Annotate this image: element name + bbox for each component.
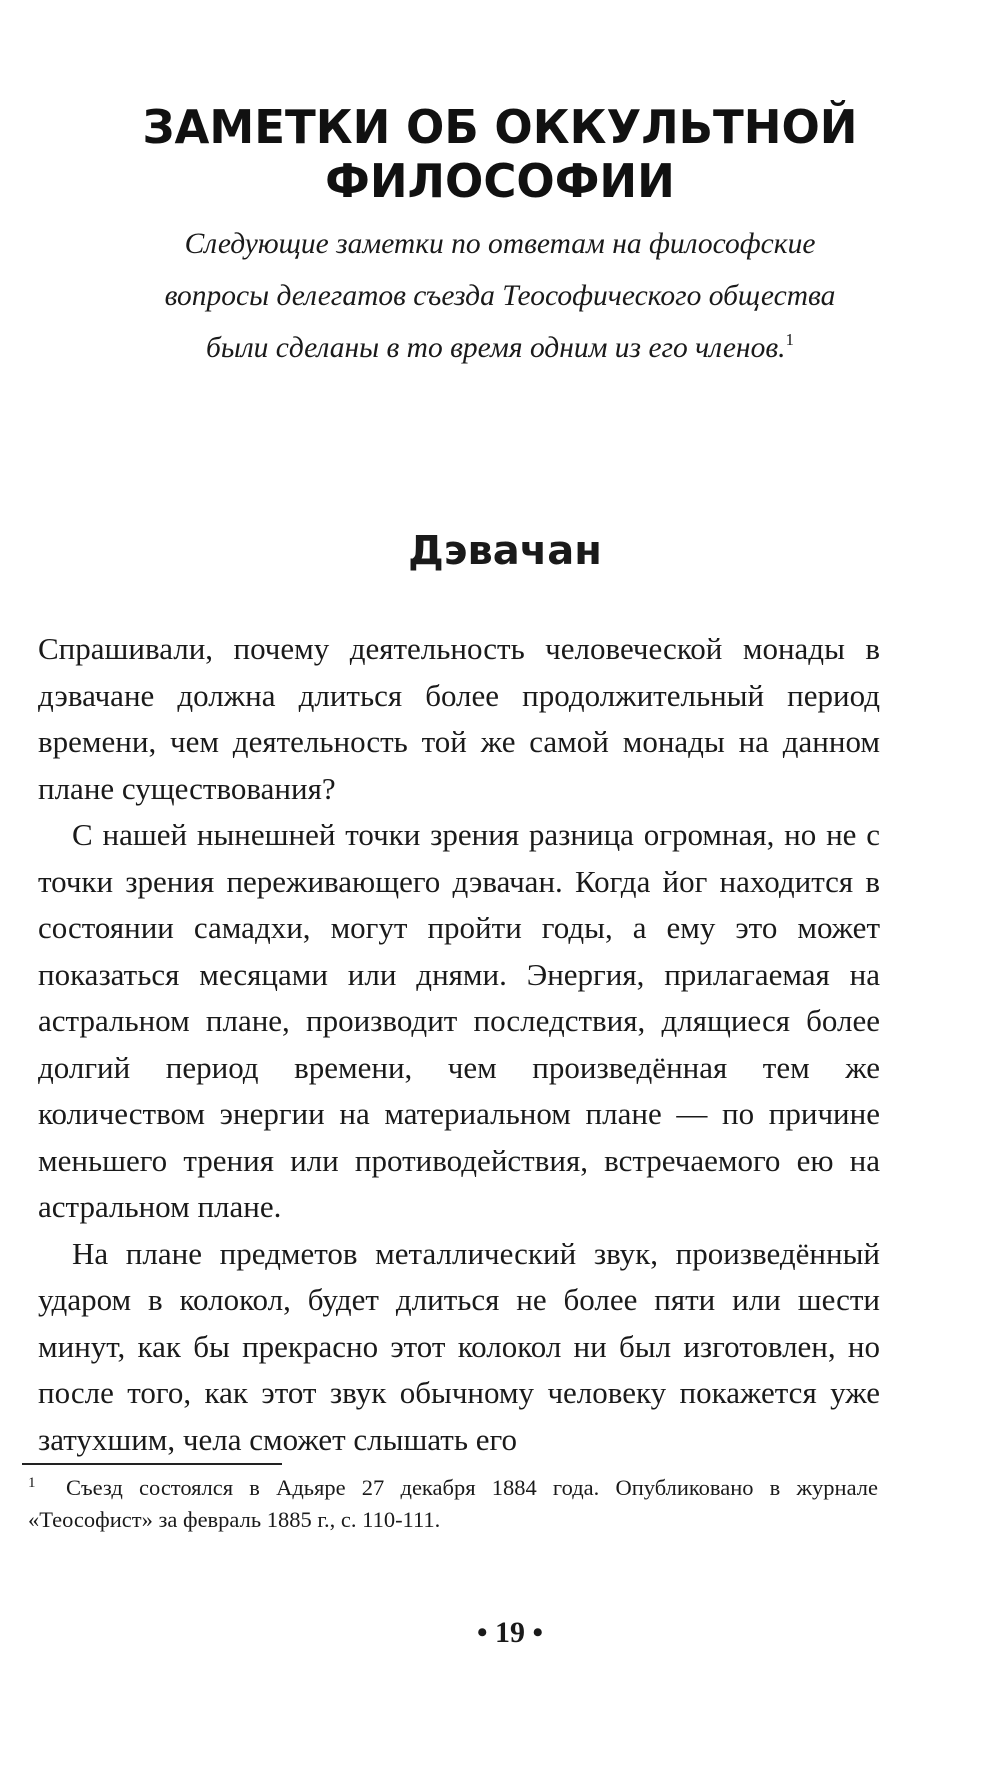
section-title: Дэвачан <box>408 528 602 574</box>
body-paragraph-3: На плане предметов металлический звук, произведённый ударом в колокол, будет длиться не более пяти или шести минут, как бы прекрасно этот колокол ни был изготовлен, но после того, как этот звук обычному человеку покажется уже затухшим, чела сможет слышать его <box>38 1235 880 1457</box>
body-paragraph-2: С нашей нынешней точки зрения разница огромная, но не с точки зрения переживающего дэвачан. Когда йог находится в состоянии самадхи, могут пройти годы, а ему это может показаться месяцами или днями. Энергия, прилагаемая на астральном плане, производит последствия, длящиеся более долгий период времени, чем произведённая тем же количеством энергии на материальном плане — по причине меньшего трения или противодействия, встречаемого ею на астральном плане. <box>38 817 880 1224</box>
epigraph-line-1: Следующие заметки по ответам на философские <box>184 228 816 260</box>
chapter-epigraph <box>60 218 940 374</box>
footnote: 1 Съезд состоялся в Адьяре 27 декабря 1884 года. Опубликовано в журнале «Теософист» за февраль 1885 г., с. 110-111. <box>28 1475 878 1532</box>
epigraph-line-3: были сделаны в то время одним из его членов. <box>206 332 786 364</box>
footnote-divider <box>22 1463 282 1465</box>
footnote-text: Съезд состоялся в Адьяре 27 декабря 1884 года. Опубликовано в журнале «Теософист» за февраль 1885 г., с. 110-111. <box>28 1475 878 1532</box>
page-number: • 19 • <box>476 1616 543 1649</box>
body-paragraph-1: Спрашивали, почему деятельность человеческой монады в дэвачане должна длиться более продолжительный период времени, чем деятельность той же самой монады на данном плане существования? <box>38 631 880 806</box>
chapter-title: ЗАМЕТКИ ОБ ОККУЛЬТНОЙ ФИЛОСОФИИ <box>142 100 858 208</box>
footnote-reference: 1 <box>785 330 794 349</box>
body-text <box>38 626 880 1463</box>
epigraph-line-2: вопросы делегатов съезда Теософического общества <box>164 280 836 312</box>
